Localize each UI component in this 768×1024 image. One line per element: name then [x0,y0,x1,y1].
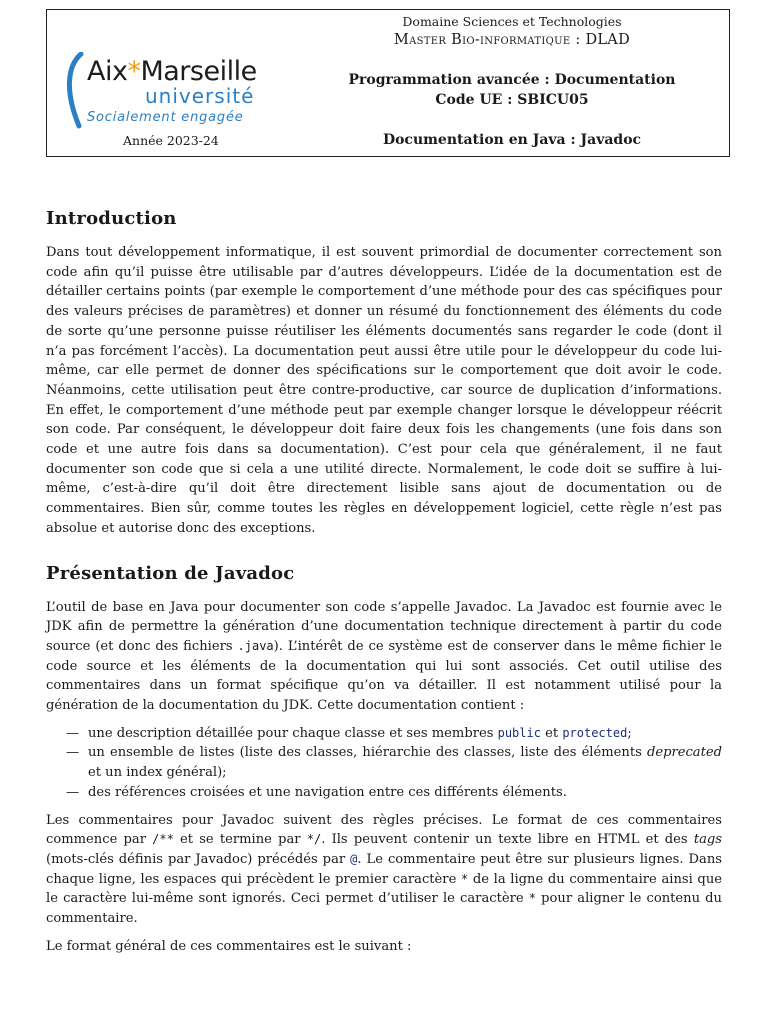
inline-code-star: * [528,891,536,906]
inline-code-star: * [460,871,469,886]
inline-code-comment-close: */ [306,832,322,847]
document-title: Documentation en Java : Javadoc [382,132,642,148]
javadoc-paragraph-2: Les commentaires pour Javadoc suivent des règles précises. Le format de ces commentaires commence par /** et se termine par */. Ils peuvent contenir un texte libre en HTML et des tags (mots-clés définis par Javadoc) précédés par @. Le commentaire peut être sur plusieurs lignes. Dans chaque ligne, les espaces qui précèdent le premier caractère * de la ligne du commentaire ainsi que le caractère lui-même sont ignorés. Ceci permet d’utiliser le caractère * pour aligner le contenu du commentaire. [46,812,722,927]
document-body [46,208,722,965]
amu-logo [61,52,291,130]
inline-code-public: public [497,725,541,740]
department: Domaine Sciences et Technologies [402,14,622,29]
intro-paragraph: Dans tout développement informatique, il est souvent primordial de documenter correctement son code afin qu’il puisse être utilisable par d’autres développeurs. L’idée de la documentation est de détailler certains points (par exemple le comportement d’une méthode pour des cas spécifiques pour des valeurs précises de paramètres) et donner un résumé du fonctionnement des éléments du code de sorte qu’une personne puisse réutiliser les éléments documentés sans regarder le code (dont il n’a pas forcément l’accès). La documentation peut aussi être utile pour le développeur du code lui-même, car elle permet de donner des spécifications sur le comportement que doit avoir le code. Néanmoins, cette utilisation peut être contre-productive, car source de duplication d’informations. En effet, le comportement d’une méthode peut par exemple changer lorsque le développeur réécrit son code. Par conséquent, le développeur doit faire deux fois les changements (une fois dans son code et une autre fois dans sa documentation). C’est pour cela que généralement, il ne faut documenter son code que si cela a une utilité directe. Normalement, le code doit se suffire à lui-même, c’est-à-dire qu’il doit être directement lisible sans ajout de documentation ou de commentaires. Bien sûr, comme toutes les règles en développement logiciel, cette règle n’est pas absolue et autorise donc des exceptions. [46,245,722,536]
logo-wordmark: Aix*Marseille [87,56,257,87]
list-item: — des références croisées et une navigation entre ces différents éléments. [66,784,567,800]
inline-code-protected: protected [562,725,628,740]
inline-code-comment-open: /** [152,832,174,847]
logo-star-icon: * [127,56,141,87]
document-header [46,9,730,157]
inline-code-at: @ [350,851,358,866]
logo-arc-icon [61,52,85,130]
course-title: Programmation avancée : Documentation [348,72,676,88]
section-heading-introduction: Introduction [46,208,177,229]
inline-code-java-ext: .java [237,638,274,653]
ue-code: Code UE : SBICU05 [435,92,589,108]
logo-universite: université [145,84,255,108]
academic-year: Année 2023-24 [123,133,219,148]
javadoc-contents-list [46,724,722,803]
list-item: — une description détaillée pour chaque classe et ses membres public et protected; [66,725,632,741]
logo-tagline: Socialement engagée [87,110,244,125]
master-program: Master Bio-informatique : DLAD [393,32,630,48]
javadoc-paragraph-1: L’outil de base en Java pour documenter son code s’appelle Javadoc. La Javadoc est fournie avec le JDK afin de permettre la génération d’une documentation technique directement à partir du code source (et donc des fichiers .java). L’intérêt de ce système est de conserver dans le même fichier le code source et les éléments de la documentation qui lui sont associés. Cet outil utilise des commentaires dans un format spécifique qu’on va détailler. Il est notamment utilisé pour la génération de la documentation du JDK. Cette documentation contient : [46,599,722,714]
section-heading-javadoc: Présentation de Javadoc [46,562,295,584]
javadoc-paragraph-3: Le format général de ces commentaires est le suivant : [46,938,412,954]
list-item: — un ensemble de listes (liste des classes, hiérarchie des classes, liste des éléments deprecated et un index général); [66,745,722,781]
